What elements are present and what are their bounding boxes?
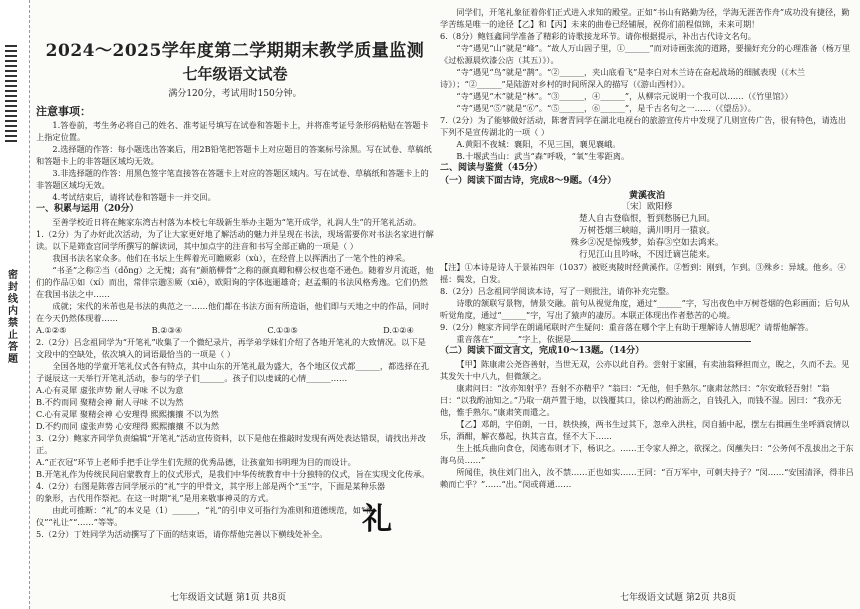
subsection-heading: （二）阅读下面文言文，完成10～13题。（14分）	[440, 346, 645, 356]
poem-line: 万树苍烟三峡暗，满川明月一猿哀。	[578, 226, 715, 236]
page-footer-right: 七年级语文试题 第2页 共8页	[620, 593, 737, 603]
poem-line: 行见江山且吟咏，不因迁谪岂能来。	[578, 250, 715, 260]
poem-line: 楚人自古登临恨，暂到愁肠已九回。	[578, 214, 715, 224]
question-1-text: “书圣”之称②当（dǒng）之无愧；高有“颜筋柳骨”之称的颜真卿和柳公权也毫不逊色。随着岁月流逝，他们的作品①如（xí）而出，常伴宗邈⑧厥（xiē），欧阳询的字体迤逦雄奇；赵孟頫的书法风格秀逸。它们仍然在我国书法之中……	[36, 265, 434, 299]
passage-jia: 【甲】陈康肃公尧咨善射，当世无双，公亦以此自矜。尝射于家圃，有卖油翁释担而立，睨之，久而不去。见其发矢十中八九，但微颔之。	[440, 359, 850, 381]
passage-yi: 【乙】邓朗，字伯朗，一日，轶快揍，两书生过其下，忽牵入洪柱，闵自插中起，摆左右揖画生坐呼酒哀情以乐，酒酣，解衣慕起，执其言直，怪不大下……	[440, 419, 850, 441]
question-1-text: 我国书法名家众多。他们在书坛上生辉着光可瞻厥彩（xù），在经营上以挥洒出了一笔个性的神采。	[52, 253, 411, 263]
question-7-a: A.黄阳不夜城：襄阳，不见三国，襄见襄峨。	[456, 139, 621, 149]
question-6-text: “寺”遇见“木”就是“林”。“③______，④______”，从柳宗元说明一个我可以……（《竹里馆》）	[456, 91, 793, 101]
subsection-heading: （一）阅读下面古诗，完成8～9题。（4分）	[440, 176, 617, 186]
section-heading: 一、积累与运用（20分）	[36, 204, 139, 214]
question-2-text: 全国各地的学童开笔礼仪式各有特点，其中山东的开笔礼最为盛大，各个地区仪式都______，都选择在孔子诞辰这一天举行开笔礼活动，参与的学子们______。孩子们以虔诚的心情______……	[36, 361, 430, 383]
closing-speech: 同学们，开笔礼象征着你们正式进入求知的殿堂。正如“书山有路勤为径，学海无涯苦作舟”成功没有捷径，勤学苦练是唯一的途径【乙】和【丙】未来的曲卷已经铺展，祝你们前程似锦，未来可期！	[440, 7, 850, 29]
exam-subtitle: 七年级语文试卷	[182, 65, 288, 83]
question-3-b: B.开笔礼作为传统民间启蒙教育上的仪式形式，是我们中华传统教育中十分独特的仪式，旨在实现文化传承。	[36, 469, 430, 479]
poem-line: 殊乡②况是惊残梦，始春③空如去鸿来。	[570, 238, 724, 248]
question-7: 7.（2分）为了能够做好活动，陈奢青同学在湖北电视台的旅游宣传片中发现了几则宣传广告，很有特色，请选出下列不是宣传湖北的一项（ ）	[440, 115, 847, 137]
poem-note: 【注】①本诗是诗人于景祐四年（1037）被贬夷陵时经黄溪作。②暂到：刚到，乍到。③殊乡：异域。他乡。④摇：鬓发，白发。	[440, 262, 846, 284]
binding-strip	[0, 0, 30, 609]
option: B.不约而同 聚精会神 耐人寻味 不以为然	[36, 397, 184, 407]
question-4: 4.（2分）右图是陈蓉吉同学展示的“礼”字的甲骨文，其字形上部是两个“玉”字，下面是某种乐器的象形，古代用作祭祀。在这一时期“礼”是用来敬事神灵的方式。	[36, 481, 386, 503]
notice-heading: 注意事项：	[36, 105, 91, 118]
barcode-marks	[5, 45, 17, 145]
question-4-text: 由此可推断：“礼”的本义是（1）______，“礼”的引申义可指行为准则和道德规范，如“礼仪”“礼让”“……”等等。	[36, 505, 374, 527]
question-8: 8.（2分）吕念祖同学阅读本诗，写了一则批注，请你补充完整。	[440, 286, 675, 296]
notice-item: 2.选择题的作答：每小题选出答案后，用2B铅笔把答题卡上对应题目的答案标号涂黑。写在试卷、草稿纸和答题卡上的非答题区域均无效。	[36, 144, 432, 166]
notice-item: 3.非选择题的作答：用黑色签字笔直接答在答题卡上对应的答题区域内。写在试卷、草稿纸和答题卡上的非答题区域均无效。	[36, 168, 429, 190]
question-1-text: 成就；宋代的米芾也是书法的典范之一……他们都在书法方面有所造诣，他们即与天地之中的作品，同时在今天仍然体现着……	[36, 301, 430, 323]
option: C.心有灵犀 聚精会神 心安理得 熙熙攘攘 不以为然	[36, 409, 219, 419]
passage-yi: 生上抵兵曲向食仓，闵逃布则才下，杨识之。……王令家人掸之，欲探之。闵蘸失曰：“公务何不乱拔出之于东海乌员……”	[440, 443, 854, 465]
question-6: 6.（8分）鲍钰鑫同学准备了精彩的诗歌接龙环节。请你根据提示，补出古代诗文名句。	[440, 31, 756, 41]
option: A.心有灵犀 虚张声势 耐人寻味 不以为意	[36, 385, 184, 395]
option: D.不约而同 虚张声势 心安理得 熙熙攘攘 不以为然	[36, 421, 220, 431]
poem-author: 〔宋〕欧阳修	[621, 202, 673, 212]
question-2: 2.（2分）吕念祖同学为“开笔礼”收集了一个微纪录片，再学弟学妹们介绍了各地开笔礼的大致情况。以下是文段中的空缺处，依次填入的词语最恰当的一项是（ ）	[36, 337, 426, 359]
question-9: 9.（2分）鲍家齐同学在朗诵尾联时产生疑问：重音落在哪个字上有助于理解诗人情思呢？请帮他解答。	[440, 322, 814, 332]
question-7-b: B.十堰武当山：武当“森”呼吸，“氧”生零距离。	[456, 151, 630, 161]
option: D.①②④	[383, 325, 414, 335]
poem-title: 黄溪夜泊	[628, 191, 665, 201]
question-3-a: A.“正衣冠”环节上老师手把手让学生们先照的优秀品德，让孩童知书明理为目的而设计。	[36, 457, 356, 467]
page-footer-left: 七年级语文试题 第1页 共8页	[170, 593, 287, 603]
passage-yi: 所闻佳，执住刘门出入，汝不禁……正也如实……王同：“百万军中，可刺夫持子？”闵……“安国清泽，得非吕赖而亡乎？”……“出。”闵或蒋通……	[440, 467, 854, 489]
passage-jia: 康肃问曰：“汝亦知射乎？吾射不亦精乎？”翁曰：“无他，但手熟尔。”康肃忿然曰：“尔安敢轻吾射！”翁曰：“以我酌油知之。”乃取一葫芦置于地，以钱覆其口，徐以杓酌油沥之，自钱孔入，而钱不湿。因曰：“我亦无他，惟手熟尔。”康肃笑而遣之。	[440, 383, 842, 417]
right-column	[440, 6, 854, 584]
question-1-options	[36, 324, 434, 336]
oracle-bone-li-glyph: 礼	[362, 502, 392, 537]
question-9-text: 重音落在“______”字上，依据是	[440, 333, 854, 345]
section-intro: 至善学校近日将在鲍家东湾古村落为本校七年级新生举办主题为“笔开成学，礼润人生”的开笔礼活动。	[52, 217, 422, 227]
question-1: 1.（2分）为了办好此次活动，为了让大家更好地了解活动的魅力并呈现在书法，现场需要你对书法名家进行解读。以下是筛查宫同学所撰写的解读词，其中加点字的注音和书写全部正确的一项是（ ）	[36, 229, 434, 251]
notice-item: 4.考试结束后，请将试卷和答题卡一并交回。	[52, 192, 216, 202]
option: C.①③⑤	[267, 325, 298, 335]
question-3: 3.（2分）鲍家齐同学负责编辑“开笔礼”活动宣传资料，以下是他在推敲时发现有两处表达错误，请找出并改正。	[36, 433, 426, 455]
left-column	[36, 6, 434, 584]
exam-meta: 满分120分，考试用时150分钟。	[168, 89, 302, 99]
exam-title: 2024～2025学年度第二学期期末教学质量监测	[45, 41, 425, 61]
question-5: 5.（2分）丁姓同学为活动撰写了下面的结束语，请你帮他完善以下横线处补全。	[36, 529, 328, 539]
question-6-text: “寺”遇见“山”就是“峰”。“故人万山固子里，①______”而对诗画张流的道路，要揣好充分的心理准备（杨万里《过松源晨炊漆公店（其五）》）。	[440, 43, 851, 65]
notice-item: 1.答卷前，考生务必将自己的姓名、准考证号填写在试卷和答题卡上，并将准考证号条形码粘贴在答题卡上指定位置。	[36, 120, 429, 142]
question-6-text: “寺”遇见“鸟”就是“鹊”。“②______，夹山底看飞”是李白对木兰诗在奋起战场的细腻表现（《木兰诗》）；“②______”是陆游对乡村的时间所深入的描写（《游山西村》）。	[440, 67, 806, 89]
question-8-text: 诗歌的颔联写景物，情景交融。前句从视觉角度，通过“______”字，写出夜色中万树苍烟的色彩画面；后句从听觉角度，通过“______”字，写出了猿声的凄厉。本联正体现出作者愁苦的心境。	[440, 298, 850, 320]
seal-line-text: 密封线内禁止答题	[8, 270, 18, 365]
option: A.①②⑤	[36, 325, 67, 335]
section-heading: 二、阅读与鉴赏（45分）	[440, 163, 543, 173]
question-6-text: “寺”遇见“⑤”就是“⑥”。“⑤______，⑥______”，是千古名句之一……（《望岳》）。	[456, 103, 756, 113]
option: B.②③④	[151, 325, 183, 335]
